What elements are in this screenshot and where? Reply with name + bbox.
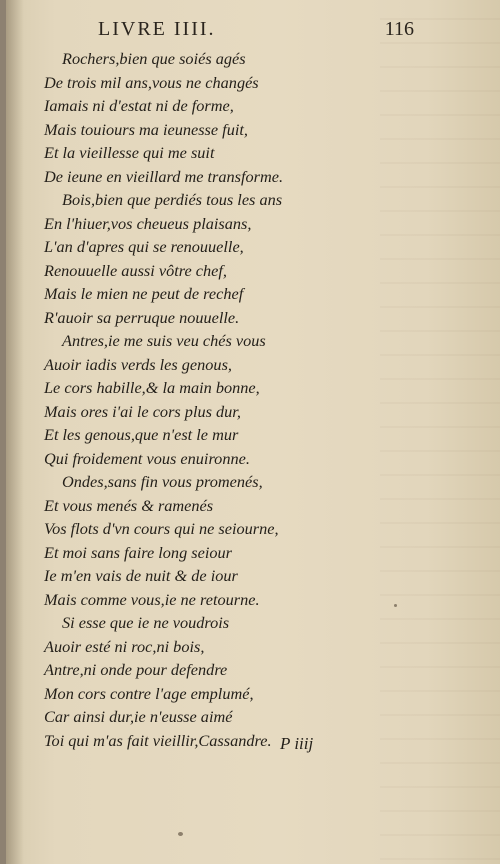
page-header [98, 18, 414, 40]
poem-line: Mais le mien ne peut de rechef [44, 284, 244, 303]
poem-line: Mais comme vous,ie ne retourne. [44, 589, 260, 609]
poem-line: Car ainsi dur,ie n'eusse aimé [44, 707, 233, 726]
ink-spot [178, 832, 183, 836]
poem-line: Et vous menés & ramenés [44, 495, 214, 515]
poem-line: Ie m'en vais de nuit & de iour [44, 566, 238, 585]
poem-line: Antres,ie me suis veu chés vous [62, 331, 266, 350]
poem-line: De ieune en vieillard me transforme. [44, 166, 284, 186]
poem-line: Mais ores i'ai le cors plus dur, [44, 401, 241, 421]
poem-line: Auoir esté ni roc,ni bois, [44, 636, 205, 656]
poem-line: Le cors habille,& la main bonne, [44, 378, 260, 397]
poem-line: De trois mil ans,vous ne changés [44, 72, 259, 92]
running-head: LIVRE IIII. [98, 18, 216, 40]
poem-line: Auoir iadis verds les genous, [44, 354, 232, 374]
spine-shadow [6, 0, 24, 864]
poem-line: Qui froidement vous enuironne. [44, 448, 250, 468]
show-through-text [380, 0, 500, 864]
poem-line: L'an d'apres qui se renouuelle, [44, 237, 244, 256]
poem-line: Et moi sans faire long seiour [44, 542, 232, 562]
poem-line: R'auoir sa perruque nouuelle. [44, 307, 240, 327]
poem-line: Rochers,bien que soiés agés [62, 49, 246, 68]
poem-line: Mon cors contre l'age emplumé, [44, 683, 254, 703]
poem-line: Renouuelle aussi vôtre chef, [44, 260, 227, 280]
poem-line: Bois,bien que perdiés tous les ans [62, 190, 283, 209]
poem-line: Et les genous,que n'est le mur [44, 425, 239, 444]
signature-mark: P iiij [280, 734, 314, 753]
poem-line: Vos flots d'vn cours qui ne seiourne, [44, 519, 279, 538]
poem-line: Mais touiours ma ieunesse fuit, [44, 119, 248, 139]
poem-line: Antre,ni onde pour defendre [44, 660, 228, 679]
poem-line: En l'hiuer,vos cheueus plaisans, [44, 213, 252, 233]
poem-line: Si esse que ie ne voudrois [62, 613, 230, 632]
ink-spot [394, 604, 397, 607]
page-number: 116 [384, 18, 414, 40]
poem-line: Et la vieillesse qui me suit [44, 143, 215, 162]
poem-line: Ondes,sans fin vous promenés, [62, 472, 263, 491]
poem-line: Toi qui m'as fait vieillir,Cassandre. [44, 730, 272, 750]
poem-text [44, 47, 384, 752]
poem-line: Iamais ni d'estat ni de forme, [44, 96, 234, 115]
